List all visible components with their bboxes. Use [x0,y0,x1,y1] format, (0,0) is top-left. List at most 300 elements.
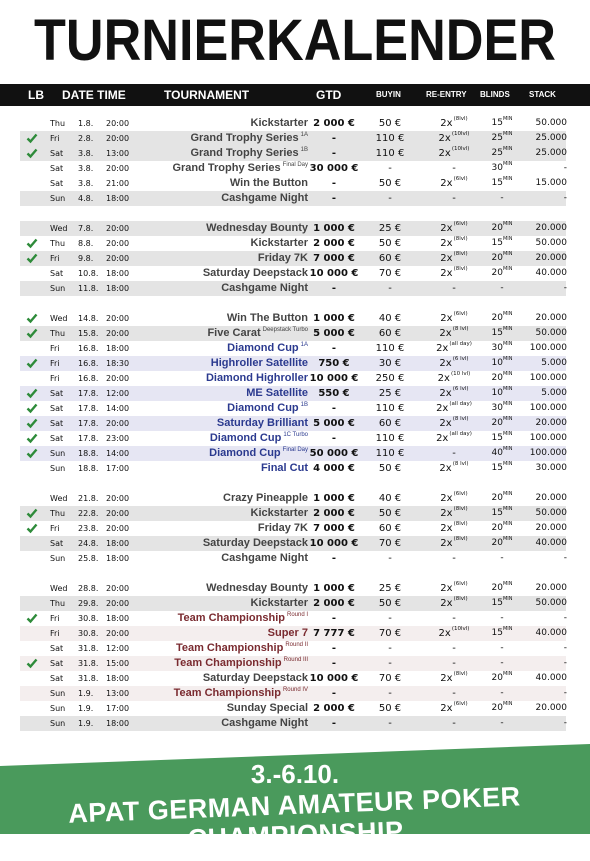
tournament-label: Cashgame Night [221,552,308,564]
reentry-levels: (all day) [449,401,472,407]
stack: 20.000 [535,703,567,713]
date: 17.8. [78,404,99,413]
date: 31.8. [78,674,99,683]
buyin: 110 € [375,148,405,159]
stack: - [563,718,567,728]
stack: 100.000 [529,373,567,383]
tournament-suffix: Round IV [282,687,308,693]
table-row [20,611,566,626]
tournament-name [227,701,308,716]
gtd: 2 000 € [313,703,355,714]
time: 20:00 [106,599,130,608]
tournament-suffix: 1B [300,402,308,408]
tournament-name [190,146,308,161]
tournament-name [230,176,308,191]
stack: 20.000 [535,253,567,263]
table-row [20,716,566,731]
gtd: 2 000 € [313,598,355,609]
blinds-unit: MIN [502,161,513,167]
blinds [482,506,522,521]
check-icon [26,612,38,624]
day: Sun [50,719,66,728]
buyin: 25 € [378,583,402,594]
tournament-label: Friday 7K [257,252,308,264]
stack: 30.000 [535,463,567,473]
check-icon [26,447,38,459]
tournament-name [227,311,308,326]
reentry-count: 2x [437,373,450,384]
stack: 25.000 [535,133,567,143]
col-date-time: DATE TIME [62,88,126,102]
date: 18.8. [78,449,99,458]
date: 25.8. [78,554,99,563]
check-icon [26,417,38,429]
check-icon [26,357,38,369]
tournament-name [207,326,308,341]
reentry-count: 2x [440,523,453,534]
tournament-label: Crazy Pineapple [223,492,308,504]
blinds-value: - [500,193,504,203]
reentry-levels: (8lvl) [453,116,468,122]
buyin: - [388,553,392,564]
table-row [20,326,566,341]
time: 13:00 [106,689,130,698]
tournament-suffix: Deepstack Turbo [262,327,308,333]
gtd: 1 000 € [313,313,355,324]
tournament-name [203,536,308,551]
reentry-count: 2x [438,133,451,144]
stack: 20.000 [535,523,567,533]
tournament-name [217,416,308,431]
blinds-unit: MIN [502,506,513,512]
blinds [482,491,522,506]
table-row [20,236,566,251]
time: 20:00 [106,119,130,128]
blinds-value: 20 [491,313,503,323]
col-gtd: GTD [316,88,342,102]
gtd: 550 € [318,388,350,399]
blinds [482,521,522,536]
blinds [482,536,522,551]
table-row [20,686,566,701]
tournament-name [206,221,308,236]
gtd: 1 000 € [313,583,355,594]
tournament-suffix: Round I [286,612,308,618]
check-icon [26,252,38,264]
reentry [424,146,484,161]
day: Sat [50,389,64,398]
blinds-value: 25 [491,148,503,158]
buyin: 60 € [378,328,402,339]
reentry [424,596,484,611]
buyin: 50 € [378,463,402,474]
gtd: 50 000 € [309,448,359,459]
reentry [424,266,484,281]
table-row [20,251,566,266]
blinds-unit: MIN [502,461,513,467]
reentry [424,191,484,206]
buyin: 50 € [378,238,402,249]
reentry-levels: (all day) [449,431,472,437]
table-row [20,341,566,356]
day: Sun [50,194,66,203]
day: Sat [50,164,64,173]
blinds-unit: MIN [502,131,513,137]
buyin: 50 € [378,508,402,519]
date: 18.8. [78,464,99,473]
buyin: 50 € [378,598,402,609]
date: 31.8. [78,659,99,668]
time: 23:00 [106,434,130,443]
time: 18:00 [106,719,130,728]
blinds-value: 40 [491,448,503,458]
day: Sat [50,644,64,653]
date: 11.8. [78,284,99,293]
blinds [482,266,522,281]
reentry-count: 2x [439,358,452,369]
date: 15.8. [78,329,99,338]
gtd: - [331,658,337,669]
gtd: 1 000 € [313,493,355,504]
reentry-levels: (6lvl) [453,701,468,707]
table-row [20,491,566,506]
reentry-count: - [452,283,456,294]
time: 20:00 [106,224,130,233]
tournament-label: Five Carat [207,327,261,339]
reentry [424,341,484,356]
gtd: 2 000 € [313,118,355,129]
reentry [424,446,484,461]
buyin: 70 € [378,268,402,279]
check-icon [26,657,38,669]
tournament-label: Team Championship [173,687,281,699]
stack: 100.000 [529,433,567,443]
reentry [424,521,484,536]
blinds [482,191,522,206]
reentry-count: 2x [440,493,453,504]
tournament-label: Diamond Cup [209,432,282,444]
buyin: 60 € [378,418,402,429]
blinds-value: - [500,688,504,698]
tournament-name [258,251,308,266]
blinds-unit: MIN [502,521,513,527]
time: 20:00 [106,509,130,518]
date: 30.8. [78,614,99,623]
blinds [482,161,522,176]
date: 28.8. [78,584,99,593]
stack: - [563,553,567,563]
table-row [20,131,566,146]
blinds-value: 20 [491,223,503,233]
tournament-label: Wednesday Bounty [206,222,308,234]
blinds-unit: MIN [502,326,513,332]
gtd: 10 000 € [309,673,359,684]
time: 18:00 [106,554,130,563]
day: Fri [50,524,60,533]
stack: 25.000 [535,148,567,158]
date: 7.8. [78,224,94,233]
time: 18:00 [106,194,130,203]
day: Sat [50,434,64,443]
buyin: 60 € [378,253,402,264]
table-row [20,521,566,536]
tournament-name [178,611,308,626]
reentry [424,686,484,701]
check-icon [26,387,38,399]
blinds-value: 15 [491,628,503,638]
time: 18:00 [106,674,130,683]
day: Fri [50,374,60,383]
date: 1.9. [78,689,94,698]
stack: 5.000 [541,388,567,398]
time: 18:00 [106,539,130,548]
blinds-value: 15 [491,328,503,338]
buyin: 110 € [375,433,405,444]
reentry [424,491,484,506]
time: 20:00 [106,584,130,593]
blinds [482,176,522,191]
gtd: 750 € [318,358,350,369]
buyin: - [388,658,392,669]
blinds-value: 20 [491,268,503,278]
reentry-count: 2x [440,238,453,249]
blinds-value: 30 [491,403,503,413]
blinds-value: - [500,283,504,293]
date: 3.8. [78,179,94,188]
blinds-value: 20 [491,253,503,263]
reentry-count: 2x [440,673,453,684]
tournament-name [221,551,308,566]
reentry-levels: (10lvl) [451,146,470,152]
table-row [20,356,566,371]
gtd: - [331,148,337,159]
blinds-unit: MIN [502,356,513,362]
reentry [424,116,484,131]
tournament-label: Cashgame Night [221,717,308,729]
date: 17.8. [78,419,99,428]
tournament-name [174,656,308,671]
stack: 40.000 [535,538,567,548]
reentry [424,176,484,191]
reentry-levels: (8lvl) [453,236,468,242]
day: Wed [50,584,68,593]
table-row [20,431,566,446]
tournament-suffix: Round III [283,657,308,663]
reentry [424,641,484,656]
blinds-value: 30 [491,163,503,173]
tournament-suffix: Round II [285,642,308,648]
buyin: - [388,643,392,654]
tournament-name [210,431,308,446]
tournament-suffix: 1B [300,147,308,153]
col-buyin: BUYIN [376,90,401,99]
table-row [20,386,566,401]
day: Sat [50,674,64,683]
stack: 40.000 [535,673,567,683]
time: 20:00 [106,524,130,533]
table-row [20,311,566,326]
stack: 20.000 [535,493,567,503]
table-row [20,506,566,521]
tournament-suffix: 1C Turbo [283,432,308,438]
blinds-value: - [500,613,504,623]
reentry-levels: (8lvl) [453,251,468,257]
table-row [20,551,566,566]
blinds [482,686,522,701]
blinds [482,356,522,371]
time: 18:30 [106,359,130,368]
tournament-label: Diamond Cup [227,342,299,354]
tournament-name [206,581,308,596]
blinds [482,281,522,296]
date: 4.8. [78,194,94,203]
buyin: - [388,163,392,174]
blinds-unit: MIN [502,251,513,257]
blinds [482,461,522,476]
blinds [482,551,522,566]
stack: - [563,193,567,203]
gtd: 1 000 € [313,223,355,234]
tournament-suffix: 1A [300,132,308,138]
day: Fri [50,614,60,623]
reentry-count: 2x [440,598,453,609]
blinds-value: 15 [491,178,503,188]
reentry-count: - [452,688,456,699]
day: Thu [50,329,66,338]
stack: 50.000 [535,508,567,518]
gtd: 7 000 € [313,523,355,534]
gtd: 7 777 € [313,628,355,639]
blinds-value: - [500,553,504,563]
stack: - [563,163,567,173]
reentry [424,551,484,566]
table-row [20,161,566,176]
date: 1.9. [78,704,94,713]
reentry-count: - [452,193,456,204]
tournament-label: Super 7 [267,627,308,639]
tournament-name [227,341,308,356]
blinds-value: 20 [491,583,503,593]
reentry-count: 2x [440,178,453,189]
table-row [20,581,566,596]
tournament-suffix: Final Day [282,447,308,453]
blinds-unit: MIN [502,626,513,632]
blinds [482,671,522,686]
blinds-value: 15 [491,598,503,608]
blinds [482,326,522,341]
buyin: 70 € [378,538,402,549]
reentry-count: - [452,718,456,729]
reentry-count: - [452,163,456,174]
reentry [424,461,484,476]
blinds [482,641,522,656]
blinds-unit: MIN [502,371,513,377]
stack: 20.000 [535,418,567,428]
tournament-label: Friday 7K [257,522,308,534]
gtd: 2 000 € [313,508,355,519]
blinds [482,701,522,716]
table-row [20,701,566,716]
date: 31.8. [78,644,99,653]
time: 18:00 [106,344,130,353]
gtd: 5 000 € [313,328,355,339]
tournament-label: Saturday Deepstack [202,267,308,279]
date: 22.8. [78,509,99,518]
reentry-count: 2x [440,508,453,519]
check-icon [26,327,38,339]
day: Sat [50,539,64,548]
reentry-levels: (all day) [449,341,472,347]
tournament-name [221,191,308,206]
day: Fri [50,254,60,263]
tournament-label: Team Championship [177,612,285,624]
date: 3.8. [78,149,94,158]
date: 3.8. [78,164,94,173]
day: Fri [50,134,60,143]
gtd: - [331,178,337,189]
tournament-suffix: 1A [300,342,308,348]
table-row [20,461,566,476]
blinds-value: - [500,643,504,653]
gtd: - [331,433,337,444]
date: 16.8. [78,344,99,353]
tournament-label: Kickstarter [250,237,308,249]
reentry-levels: (8 lvl) [452,416,469,422]
gtd: - [331,403,337,414]
blinds-unit: MIN [502,701,513,707]
blinds-unit: MIN [502,146,513,152]
buyin: - [388,688,392,699]
time: 20:00 [106,494,130,503]
tournament-label: ME Satellite [246,387,308,399]
blinds [482,131,522,146]
day: Wed [50,494,68,503]
date: 17.8. [78,434,99,443]
blinds-unit: MIN [502,536,513,542]
reentry-levels: (8 lvl) [452,326,469,332]
tournament-name [176,641,308,656]
day: Fri [50,344,60,353]
table-row [20,371,566,386]
stack: 100.000 [529,448,567,458]
stack: 15.000 [535,178,567,188]
day: Thu [50,119,66,128]
reentry-levels: (8lvl) [453,521,468,527]
blinds [482,311,522,326]
date: 17.8. [78,389,99,398]
stack: 20.000 [535,223,567,233]
day: Fri [50,629,60,638]
time: 20:00 [106,164,130,173]
stack: 50.000 [535,118,567,128]
stack: 100.000 [529,403,567,413]
stack: 100.000 [529,343,567,353]
buyin: - [388,193,392,204]
tournament-label: Grand Trophy Series [190,147,299,159]
time: 20:00 [106,134,130,143]
reentry-levels: (10lvl) [451,131,470,137]
day: Thu [50,599,66,608]
reentry-count: 2x [440,253,453,264]
time: 18:00 [106,269,130,278]
tournament-name [258,521,308,536]
date: 16.8. [78,359,99,368]
table-row [20,641,566,656]
buyin: 40 € [378,313,402,324]
table-row [20,671,566,686]
blinds-value: 15 [491,118,503,128]
reentry [424,251,484,266]
